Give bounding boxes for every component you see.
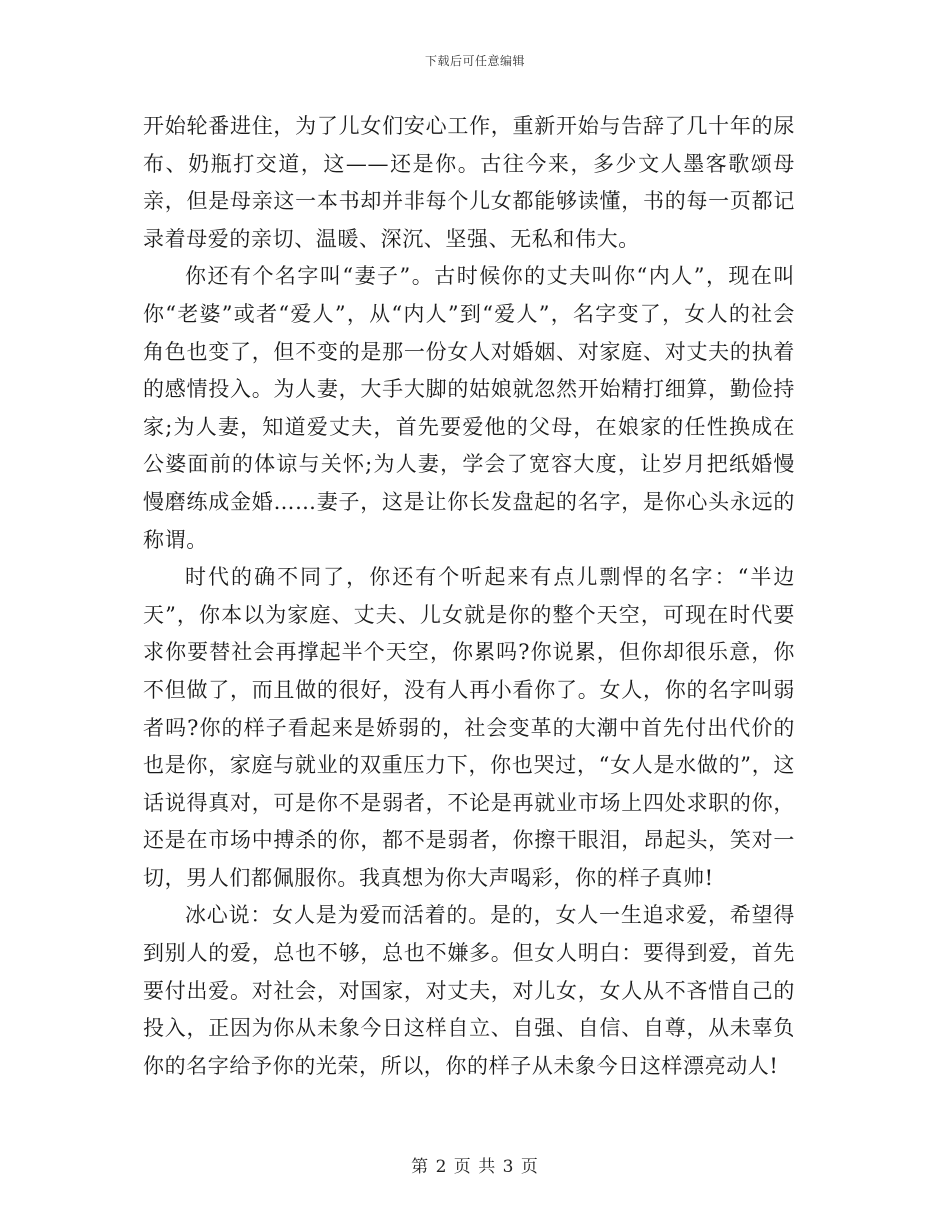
paragraph-half-sky: 时代的确不同了，你还有个听起来有点儿剽悍的名字：“半边天”，你本以为家庭、丈夫、儿女就是你的整个天空，可现在时代要求你要替社会再撑起半个天空，你累吗?你说累，但你却很乐意，你不但做了，而且做的很好，没有人再小看你了。女人，你的名字叫弱者吗?你的样子看起来是娇弱的，社会变革的大潮中首先付出代价的也是你，家庭与就业的双重压力下，你也哭过，“女人是水做的”，这话说得真对，可是你不是弱者，不论是再就业市场上四处求职的你，还是在市场中搏杀的你，都不是弱者，你擦干眼泪，昂起头，笑对一切，男人们都佩服你。我真想为你大声喝彩，你的样子真帅! [143, 565, 795, 890]
page-header: 下载后可任意编辑 [424, 54, 525, 68]
paragraph-wife: 你还有个名字叫“妻子”。古时候你的丈夫叫你“内人”，现在叫你“老婆”或者“爱人”，从“内人”到“爱人”，名字变了，女人的社会角色也变了，但不变的是那一份女人对婚姻、对家庭、对丈夫的执着的感情投入。为人妻，大手大脚的姑娘就忽然开始精打细算，勤俭持家;为人妻，知道爱丈夫，首先要爱他的父母，在娘家的任性换成在公婆面前的体谅与关怀;为人妻，学会了宽容大度，让岁月把纸婚慢慢磨练成金婚……妻子，这是让你长发盘起的名字，是你心头永远的称谓。 [143, 264, 795, 552]
document-body [143, 108, 795, 1085]
paragraph-mother-continued: 开始轮番进住，为了儿女们安心工作，重新开始与告辞了几十年的尿布、奶瓶打交道，这——还是你。古往今来，多少文人墨客歌颂母亲，但是母亲这一本书却并非每个儿女都能够读懂，书的每一页都记录着母爱的亲切、温暖、深沉、坚强、无私和伟大。 [143, 114, 795, 251]
paragraph-bingxin: 冰心说：女人是为爱而活着的。是的，女人一生追求爱，希望得到别人的爱，总也不够，总也不嫌多。但女人明白：要得到爱，首先要付出爱。对社会，对国家，对丈夫，对儿女，女人从不吝惜自己的投入，正因为你从未象今日这样自立、自强、自信、自尊，从未辜负你的名字给予你的光荣，所以，你的样子从未象今日这样漂亮动人! [143, 903, 795, 1078]
page-number: 第 2 页 共 3 页 [411, 1157, 539, 1177]
